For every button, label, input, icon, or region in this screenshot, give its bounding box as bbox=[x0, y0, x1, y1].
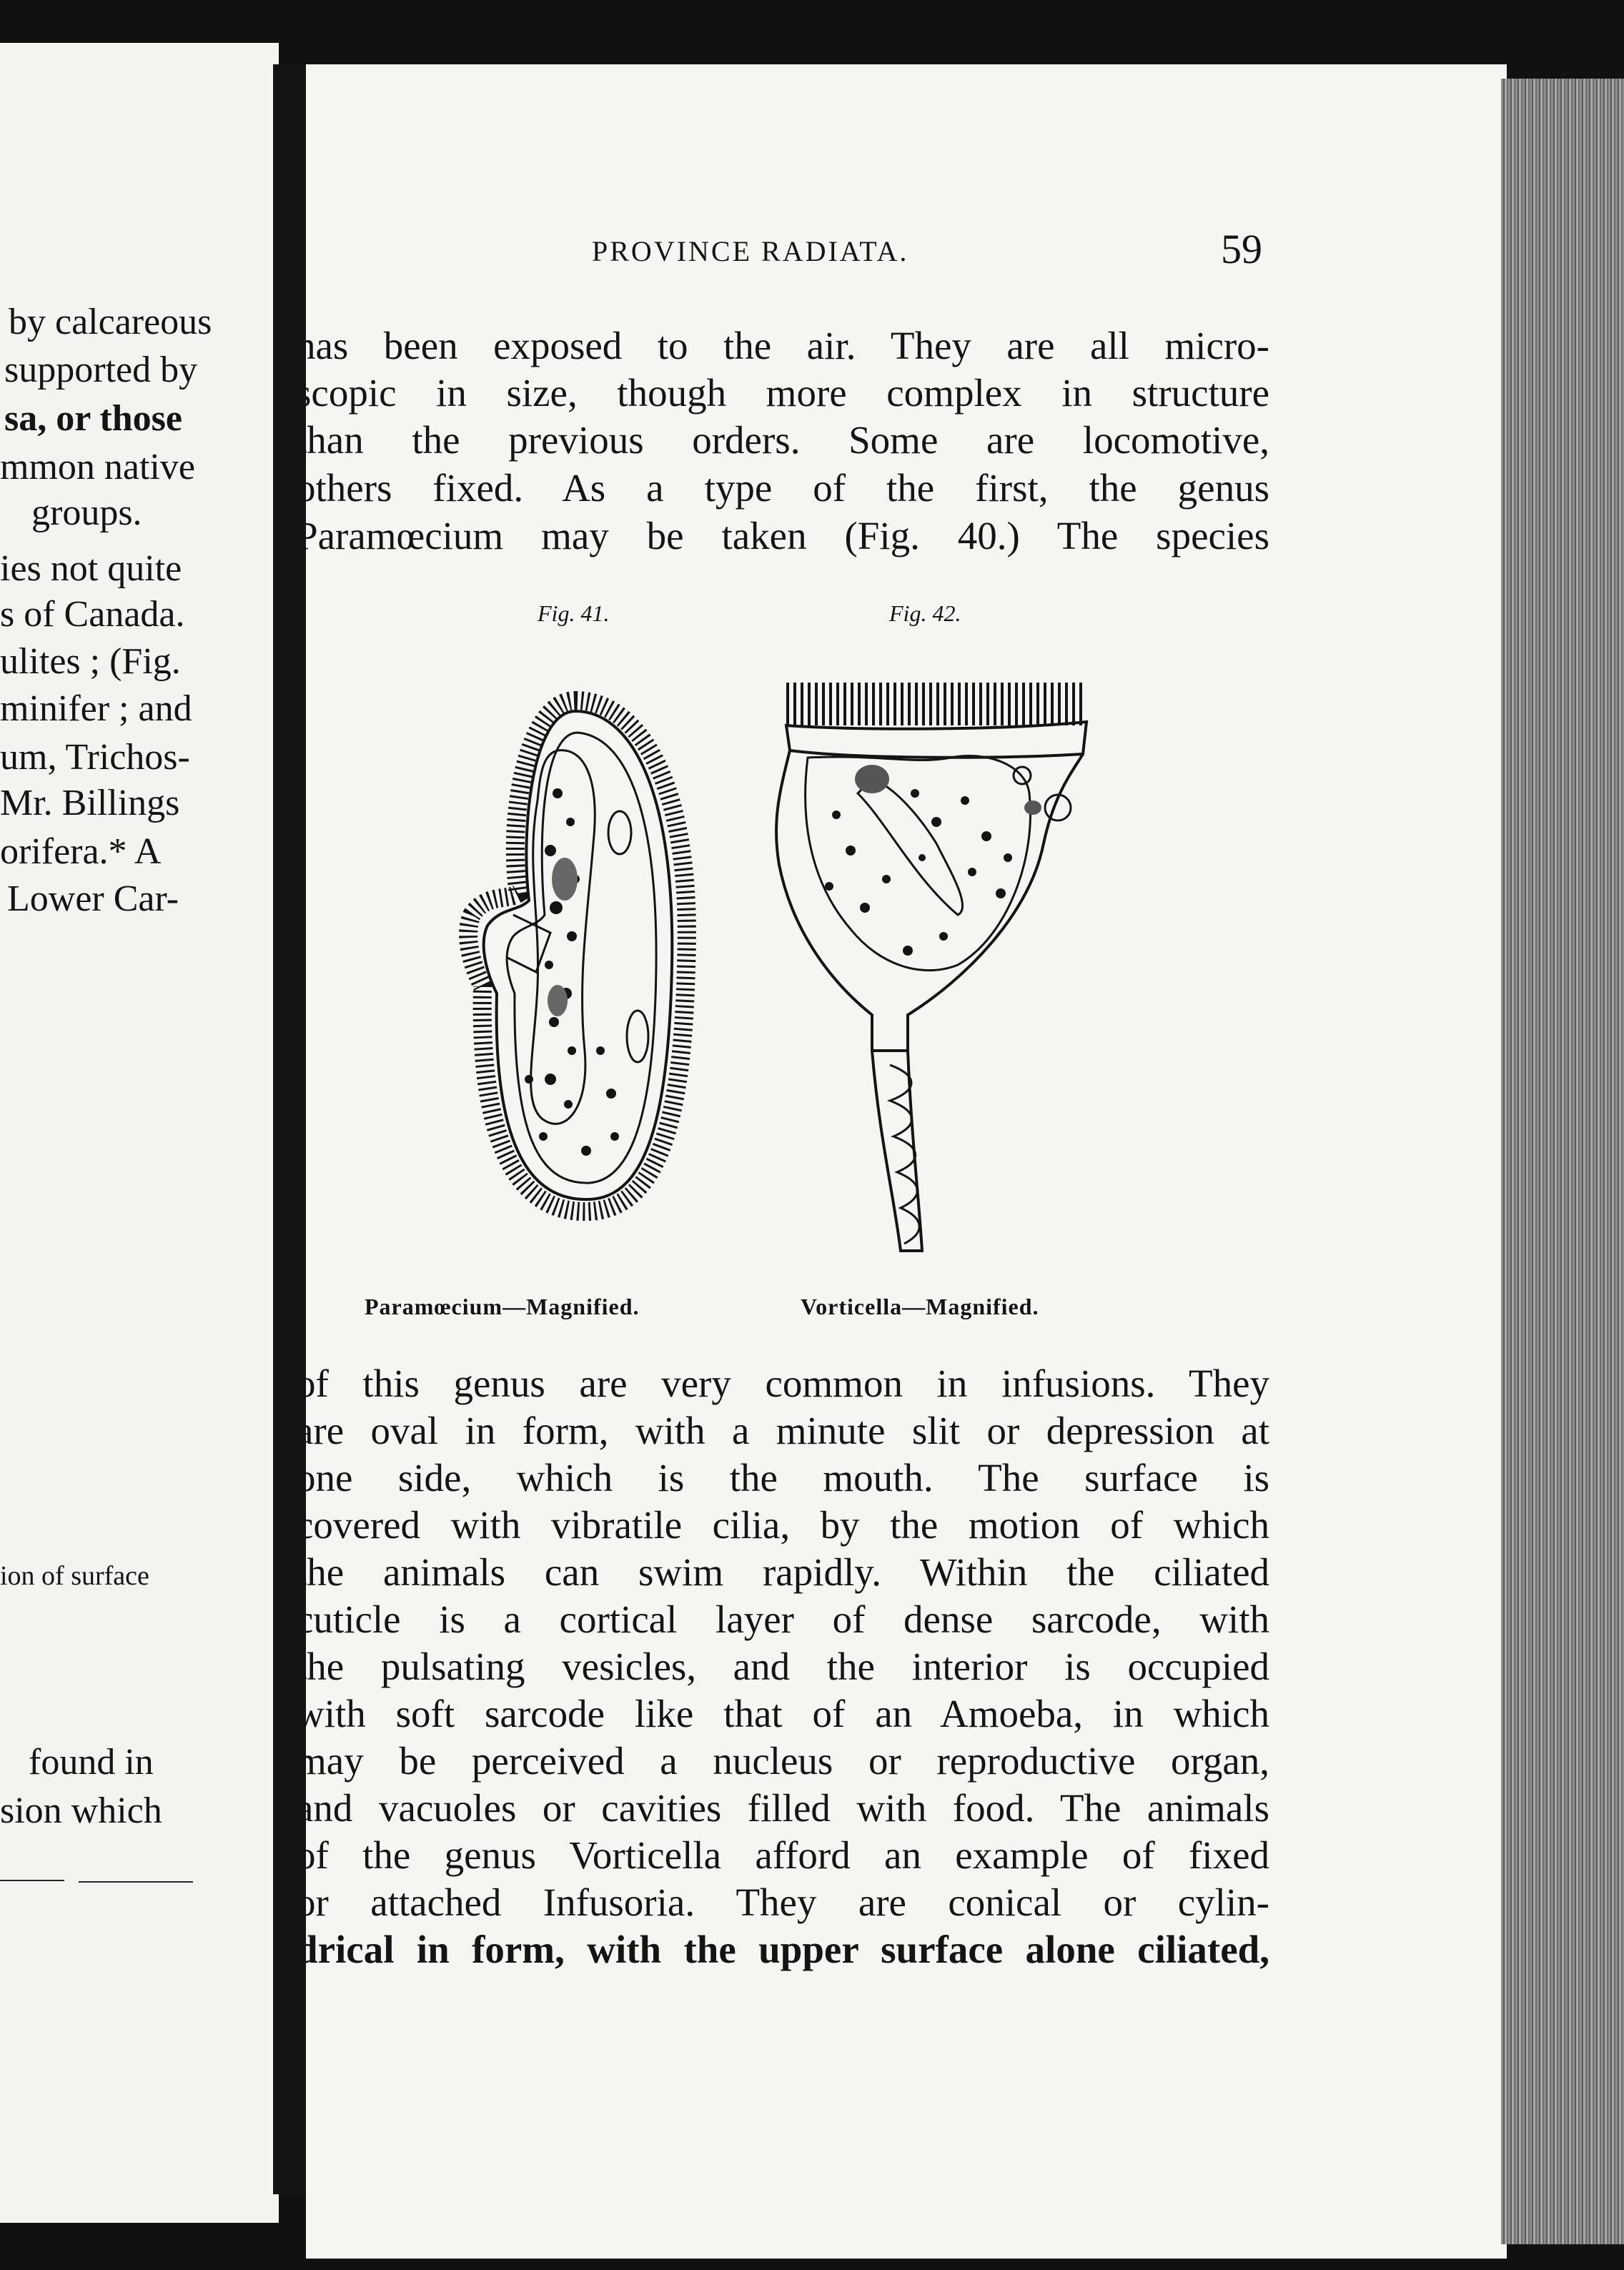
body-line: or attached Infusoria. They are conical or cylin- bbox=[296, 1880, 1269, 1924]
body-line: Paramœcium may be taken (Fig. 40.) The species bbox=[296, 514, 1269, 557]
body-line: the animals can swim rapidly. Within the ciliated bbox=[296, 1550, 1269, 1594]
left-line: orifera.* A bbox=[0, 831, 162, 872]
left-line: s of Canada. bbox=[0, 594, 185, 635]
body-line: are oval in form, with a minute slit or depression at bbox=[296, 1409, 1269, 1452]
body-line: has been exposed to the air. They are all micro- bbox=[296, 324, 1269, 367]
left-line: ies not quite bbox=[0, 548, 182, 589]
vorticella-illustration bbox=[772, 679, 1101, 1265]
body-line: the pulsating vesicles, and the interior is occupied bbox=[296, 1645, 1269, 1688]
left-line: Mr. Billings bbox=[0, 783, 180, 823]
left-line: mmon native bbox=[0, 447, 195, 487]
footnote-rule bbox=[79, 1881, 193, 1883]
body-line: and vacuoles or cavities filled with food. The animals bbox=[296, 1786, 1269, 1830]
body-line: cuticle is a cortical layer of dense sarcode, with bbox=[296, 1597, 1269, 1641]
left-line: groups. bbox=[31, 492, 142, 533]
body-line: with soft sarcode like that of an Amoeba, in which bbox=[296, 1692, 1269, 1735]
body-line: of the genus Vorticella afford an example of fixed bbox=[296, 1833, 1269, 1877]
figure-label-42: Fig. 42. bbox=[889, 600, 961, 626]
left-line: minifer ; and bbox=[0, 688, 192, 729]
left-footnote-line: ion of surface bbox=[0, 1561, 149, 1591]
page-number: 59 bbox=[1221, 226, 1262, 272]
body-line: drical in form, with the upper surface alone ciliated, bbox=[296, 1928, 1269, 1971]
figure-caption-42: Vorticella—Magnified. bbox=[801, 1294, 1039, 1319]
left-line: ulites ; (Fig. bbox=[0, 641, 181, 682]
footnote-rule bbox=[0, 1880, 64, 1881]
left-line: sa, or those bbox=[4, 398, 182, 439]
page-edges bbox=[1501, 79, 1624, 2244]
body-line: covered with vibratile cilia, by the motion of which bbox=[296, 1503, 1269, 1547]
left-footnote-line: sion which bbox=[0, 1790, 162, 1831]
figure-label-41: Fig. 41. bbox=[538, 600, 610, 626]
paramecium-illustration bbox=[457, 679, 708, 1222]
left-footnote-line: found in bbox=[29, 1742, 154, 1783]
left-line: by calcareous bbox=[9, 302, 212, 342]
left-line: supported by bbox=[4, 350, 198, 390]
body-line: scopic in size, though more complex in structure bbox=[296, 371, 1269, 415]
body-line: of this genus are very common in infusions. They bbox=[296, 1362, 1269, 1405]
figure-caption-41: Paramœcium—Magnified. bbox=[365, 1294, 640, 1319]
left-line: um, Trichos- bbox=[0, 737, 190, 778]
body-line: than the previous orders. Some are locomotive, bbox=[296, 418, 1269, 462]
running-head: PROVINCE RADIATA. bbox=[592, 235, 909, 267]
body-line: one side, which is the mouth. The surface is bbox=[296, 1456, 1269, 1500]
body-line: others fixed. As a type of the first, the genus bbox=[296, 466, 1269, 510]
body-line: may be perceived a nucleus or reproductive organ, bbox=[296, 1739, 1269, 1783]
left-line: Lower Car- bbox=[7, 878, 179, 919]
